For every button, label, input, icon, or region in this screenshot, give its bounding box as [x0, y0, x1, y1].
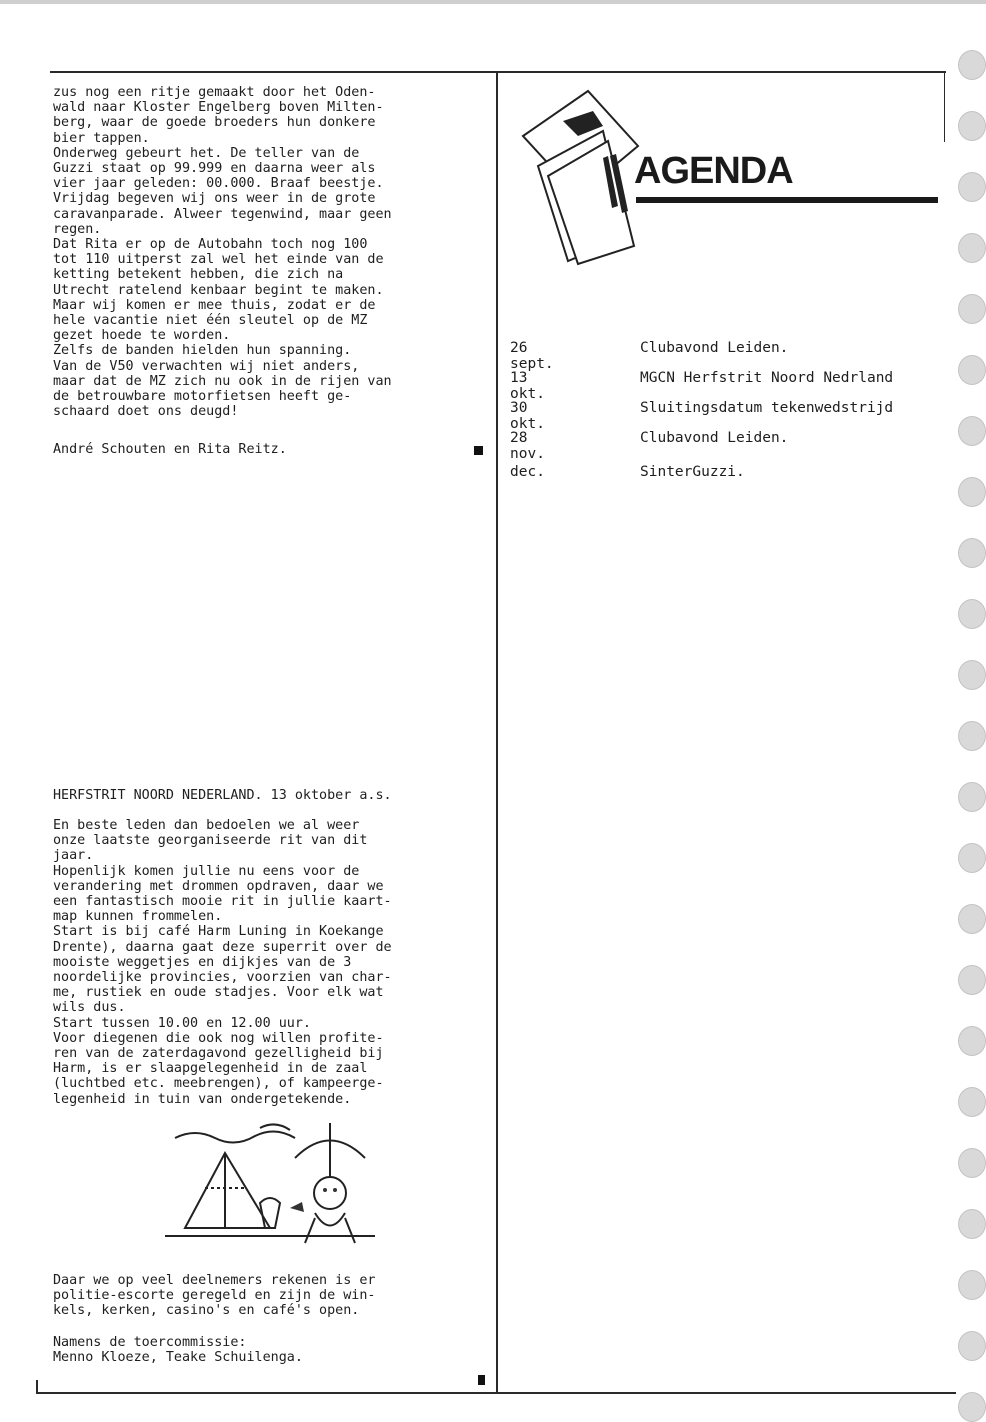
- text-line: Namens de toercommissie:: [53, 1335, 247, 1350]
- frame-corner: [36, 1380, 38, 1394]
- binder-hole: [958, 111, 986, 141]
- binder-hole: [958, 50, 986, 80]
- binder-hole: [958, 1148, 986, 1178]
- text-line: legenheid in tuin van ondergetekende.: [53, 1091, 352, 1107]
- agenda-event: Clubavond Leiden.: [640, 430, 789, 446]
- agenda-event: SinterGuzzi.: [640, 464, 745, 480]
- text-line: noordelijke provincies, voorzien van char-: [53, 970, 392, 986]
- binder-hole: [958, 843, 986, 873]
- article-travel-story: [53, 85, 483, 419]
- text-line: Start is bij café Harm Luning in Koekange: [53, 924, 384, 940]
- herfstrit-body: [53, 818, 483, 1107]
- text-line: politie-escorte geregeld en zijn de win-: [53, 1288, 376, 1304]
- binder-hole: [958, 538, 986, 568]
- binder-hole: [958, 1270, 986, 1300]
- text-line: zus nog een ritje gemaakt door het Oden-: [53, 85, 376, 100]
- text-line: Zelfs de banden hielden hun spanning.: [53, 343, 352, 359]
- text-line: caravanparade. Alweer tegenwind, maar geen: [53, 206, 392, 222]
- text-line: Vrijdag begeven wij ons weer in de grote: [53, 191, 376, 207]
- binder-hole: [958, 477, 986, 507]
- binder-hole: [958, 1392, 986, 1422]
- text-line: kels, kerken, casino's en café's open.: [53, 1303, 360, 1319]
- text-line: Drente), daarna gaat deze superrit over de: [53, 939, 392, 955]
- text-line: Daar we op veel deelnemers rekenen is er: [53, 1273, 376, 1288]
- scan-edge: [0, 0, 986, 4]
- agenda-event: Sluitingsdatum tekenwedstrijd: [640, 400, 894, 416]
- binder-hole: [958, 416, 986, 446]
- binder-hole: [958, 599, 986, 629]
- herfstrit-heading: HERFSTRIT NOORD NEDERLAND. 13 oktober a.s.: [53, 788, 392, 803]
- agenda-date: 28 nov.: [510, 430, 545, 462]
- agenda-date: dec.: [510, 464, 545, 480]
- herfstrit-heading-block: [53, 788, 483, 803]
- text-line: map kunnen frommelen.: [53, 909, 223, 925]
- text-line: En beste leden dan bedoelen we al weer: [53, 818, 360, 833]
- text-line: Utrecht ratelend kenbaar begint te maken.: [53, 282, 384, 298]
- column-divider: [496, 72, 498, 1392]
- text-line: Menno Kloeze, Teake Schuilenga.: [53, 1350, 303, 1366]
- text-line: Harm, is er slaapgelegenheid in de zaal: [53, 1061, 368, 1077]
- frame-right-rule: [944, 72, 945, 142]
- text-line: ren van de zaterdagavond gezelligheid bij: [53, 1046, 384, 1062]
- text-line: wils dus.: [53, 1000, 126, 1016]
- binder-hole: [958, 965, 986, 995]
- text-line: bier tappen.: [53, 130, 150, 146]
- binder-hole: [958, 294, 986, 324]
- text-line: Van de V50 verwachten wij niet anders,: [53, 358, 360, 374]
- binder-holes: [958, 0, 986, 1402]
- binder-hole: [958, 1087, 986, 1117]
- agenda-event: Clubavond Leiden.: [640, 340, 789, 356]
- binder-hole: [958, 1331, 986, 1361]
- text-line: Voor diegenen die ook nog willen profite-: [53, 1030, 384, 1046]
- agenda-date: 26 sept.: [510, 340, 554, 372]
- binder-hole: [958, 172, 986, 202]
- signoff-block: [53, 1335, 483, 1365]
- agenda-event: MGCN Herfstrit Noord Nedrland: [640, 370, 894, 386]
- text-line: tot 110 uitperst zal wel het einde van de: [53, 252, 384, 268]
- binder-hole: [958, 355, 986, 385]
- text-line: hele vacantie niet één sleutel op de MZ: [53, 313, 368, 329]
- binder-hole: [958, 1026, 986, 1056]
- agenda-date: 13 okt.: [510, 370, 545, 402]
- text-line: me, rustiek en oude stadjes. Voor elk wat: [53, 985, 384, 1001]
- binder-hole: [958, 660, 986, 690]
- agenda-underline: [636, 197, 938, 203]
- text-line: Hopenlijk komen jullie nu eens voor de: [53, 863, 360, 879]
- text-line: regen.: [53, 221, 102, 237]
- binder-hole: [958, 1209, 986, 1239]
- text-line: de betrouwbare motorfietsen heeft ge-: [53, 389, 352, 405]
- binder-hole: [958, 904, 986, 934]
- end-square-icon: [474, 446, 483, 455]
- text-line: maar dat de MZ zich nu ook in de rijen van: [53, 373, 392, 389]
- text-line: jaar.: [53, 848, 94, 864]
- binder-hole: [958, 782, 986, 812]
- binder-hole: [958, 233, 986, 263]
- article-signature: [53, 442, 483, 457]
- text-line: mooiste weggetjes en dijkjes van de 3: [53, 954, 352, 970]
- text-line: vier jaar geleden: 00.000. Braaf beestje.: [53, 176, 384, 192]
- text-line: een fantastisch mooie rit in jullie kaart-: [53, 894, 392, 910]
- text-line: berg, waar de goede broeders hun donkere: [53, 115, 376, 131]
- end-mark-icon: [478, 1375, 485, 1385]
- frame-bottom-rule: [36, 1392, 956, 1394]
- camping-cartoon-illustration: [165, 1118, 375, 1250]
- text-line: Guzzi staat op 99.999 en daarna weer als: [53, 161, 376, 177]
- text-line: wald naar Kloster Engelberg boven Milten-: [53, 100, 384, 116]
- frame-top-rule: [50, 71, 946, 73]
- text-line: gezet hoede te worden.: [53, 328, 231, 344]
- text-line: Dat Rita er op de Autobahn toch nog 100: [53, 237, 368, 253]
- text-line: ketting betekent hebben, die zich na: [53, 267, 344, 283]
- text-line: onze laatste georganiseerde rit van dit: [53, 833, 368, 849]
- text-line: Onderweg gebeurt het. De teller van de: [53, 145, 360, 161]
- agenda-date: 30 okt.: [510, 400, 545, 432]
- signature-text: André Schouten en Rita Reitz.: [53, 442, 287, 457]
- binder-hole: [958, 721, 986, 751]
- text-line: verandering met drommen opdraven, daar we: [53, 878, 384, 894]
- text-line: schaard doet ons deugd!: [53, 404, 239, 420]
- text-line: Maar wij komen er mee thuis, zodat er de: [53, 297, 376, 313]
- agenda-title: AGENDA: [634, 150, 793, 192]
- closing-paragraph: [53, 1273, 483, 1319]
- text-line: (luchtbed etc. meebrengen), of kampeerge-: [53, 1076, 384, 1092]
- text-line: Start tussen 10.00 en 12.00 uur.: [53, 1015, 311, 1031]
